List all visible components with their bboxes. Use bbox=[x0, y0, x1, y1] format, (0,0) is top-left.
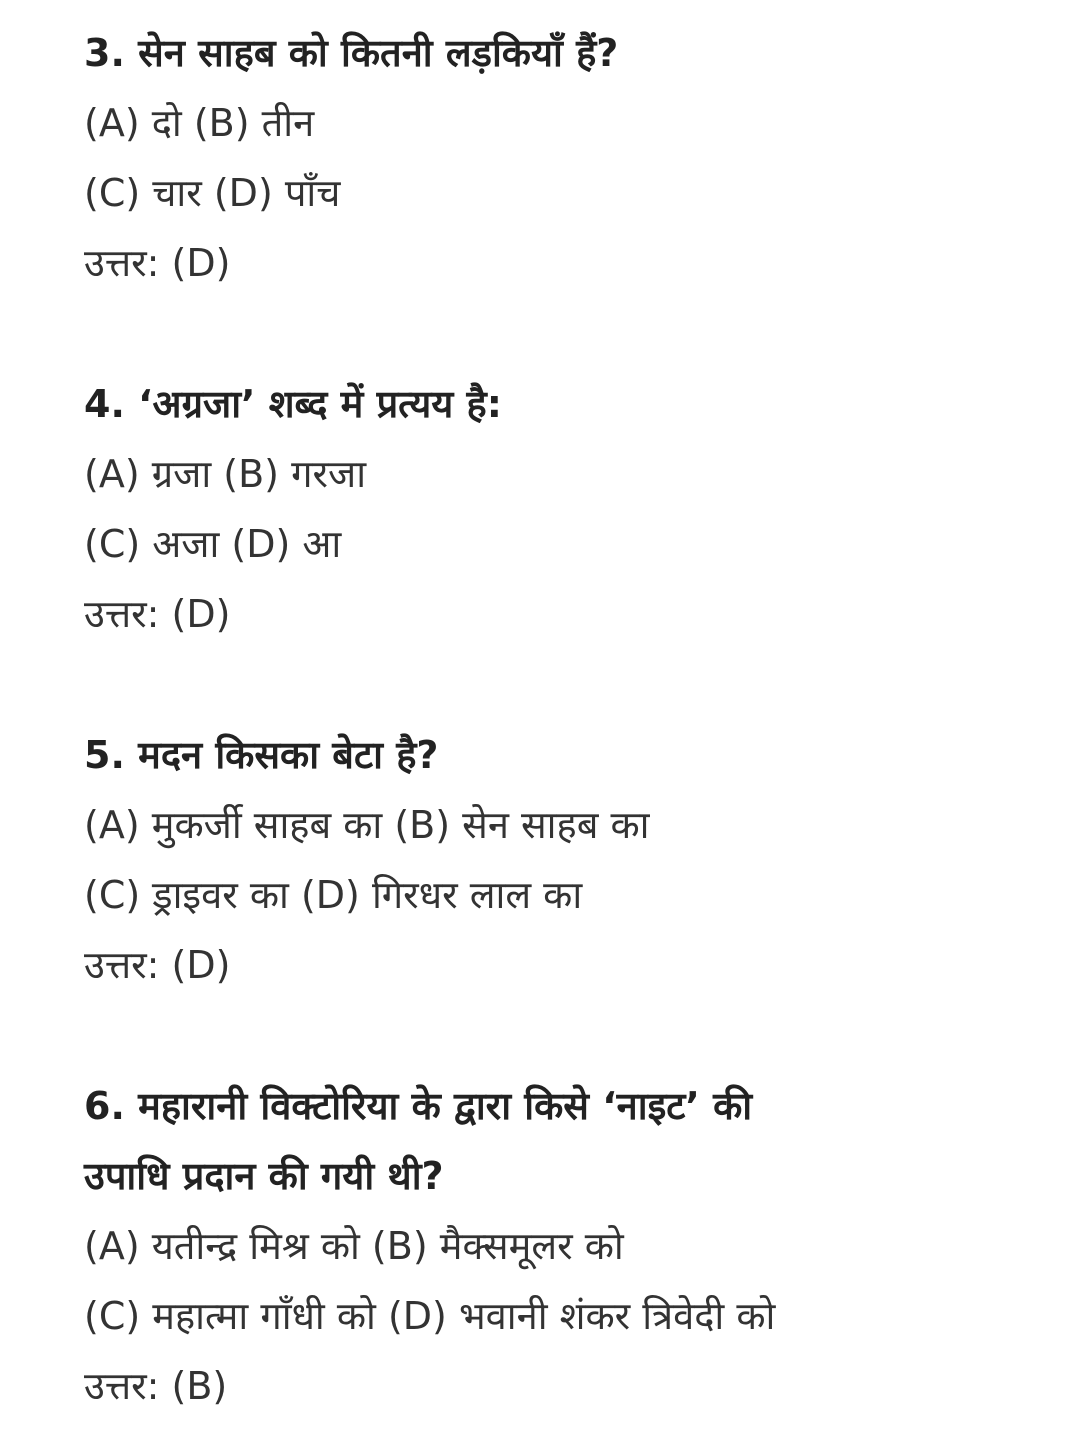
question-5 bbox=[84, 720, 1044, 1000]
question-title: 4. ‘अग्रजा’ शब्द में प्रत्यय है: bbox=[84, 382, 502, 426]
answer-line: उत्तर: (B) bbox=[84, 1364, 228, 1408]
options-line: (A) यतीन्द्र मिश्र को (B) मैक्समूलर को bbox=[84, 1224, 624, 1268]
answer-line: उत्तर: (D) bbox=[84, 592, 231, 636]
question-title-line: उपाधि प्रदान की गयी थी? bbox=[84, 1154, 444, 1198]
quiz-page bbox=[84, 18, 1044, 1421]
answer-line: उत्तर: (D) bbox=[84, 241, 231, 285]
options-line: (C) अजा (D) आ bbox=[84, 522, 342, 566]
options-line: (A) दो (B) तीन bbox=[84, 101, 315, 145]
question-3 bbox=[84, 18, 1044, 298]
question-title: 5. मदन किसका बेटा है? bbox=[84, 733, 439, 777]
question-title-line: 6. महारानी विक्टोरिया के द्वारा किसे ‘नाइट’ की bbox=[84, 1084, 753, 1128]
options-line: (C) महात्मा गाँधी को (D) भवानी शंकर त्रिवेदी को bbox=[84, 1294, 776, 1338]
question-title: 3. सेन साहब को कितनी लड़कियाँ हैं? bbox=[84, 31, 619, 75]
question-6 bbox=[84, 1071, 1044, 1421]
question-4 bbox=[84, 369, 1044, 649]
options-line: (A) मुकर्जी साहब का (B) सेन साहब का bbox=[84, 803, 650, 847]
options-line: (C) चार (D) पाँच bbox=[84, 171, 341, 215]
options-line: (C) ड्राइवर का (D) गिरधर लाल का bbox=[84, 873, 583, 917]
answer-line: उत्तर: (D) bbox=[84, 943, 231, 987]
options-line: (A) ग्रजा (B) गरजा bbox=[84, 452, 367, 496]
